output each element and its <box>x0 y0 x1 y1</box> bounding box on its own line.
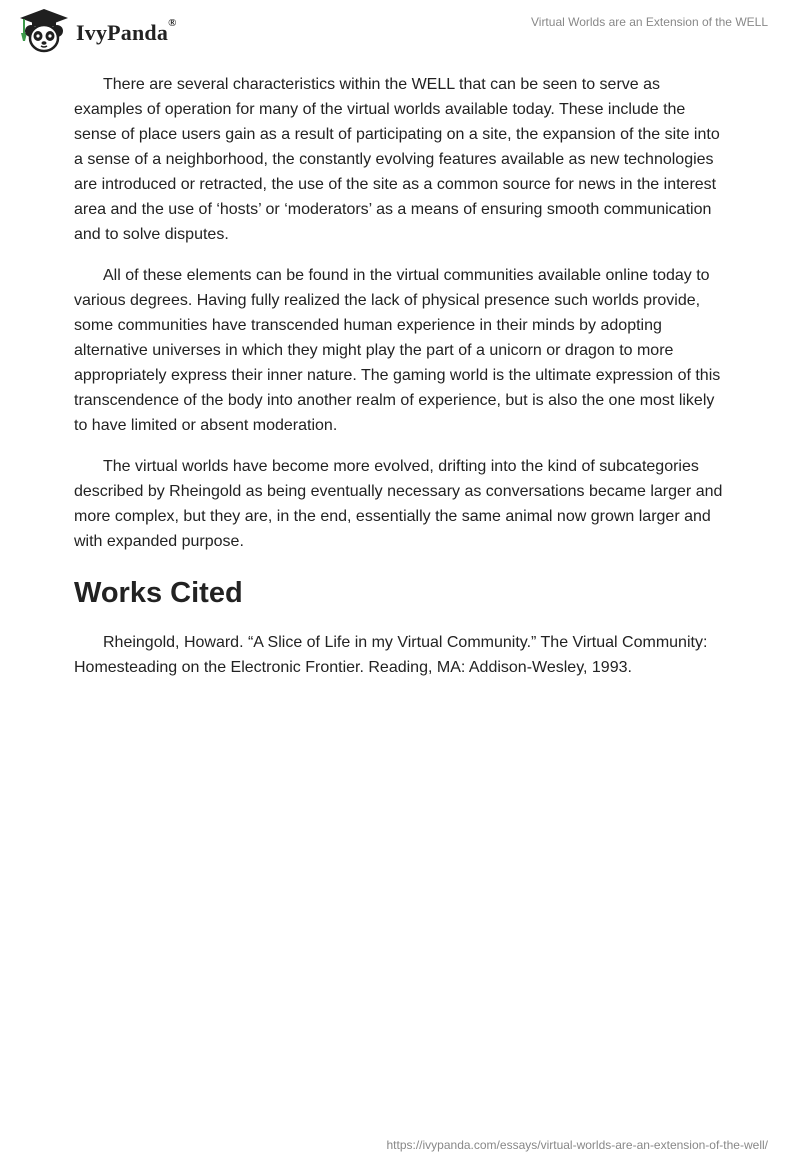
brand-text: IvyPanda <box>76 20 169 45</box>
panda-graduate-icon <box>14 7 74 55</box>
body-paragraph-3: The virtual worlds have become more evolved, drifting into the kind of subcategories described by Rheingold as being eventually necessary as conversations became larger and more complex, but they are, in the end, essentially the same animal now grown larger and with expanded purpose. <box>74 458 723 550</box>
essay-content <box>74 72 728 696</box>
page-header <box>0 0 800 60</box>
works-cited-heading: Works Cited <box>74 577 243 609</box>
body-paragraph-1: There are several characteristics within the WELL that can be seen to serve as examples of operation for many of the virtual worlds available today. These include the sense of place users gain as a result of participating on a site, the expansion of the site into a sense of a neighborhood, the constantly evolving features available as new technologies are introduced or retracted, the use of the site as a common source for news in the interest area and the use of ‘hosts’ or ‘moderators’ as a means of ensuring smooth communication and to solve disputes. <box>74 76 720 243</box>
document-title: Virtual Worlds are an Extension of the WELL <box>530 15 768 29</box>
registered-mark: ® <box>168 17 177 29</box>
brand-name <box>76 17 177 46</box>
body-paragraph-2: All of these elements can be found in the virtual communities available online today to various degrees. Having fully realized the lack of physical presence such worlds provide, some communities have transcended human experience in their minds by adopting alternative universes in which they might play the part of a unicorn or dragon to more appropriately express their inner nature. The gaming world is the ultimate expression of this transcendence of the body into another realm of experience, but is also the one most likely to have limited or absent moderation. <box>74 267 721 434</box>
citation-entry: Rheingold, Howard. “A Slice of Life in my Virtual Community.” The Virtual Community: Homesteading on the Electronic Frontier. Reading, MA: Addison-Wesley, 1993. <box>74 634 708 676</box>
ivypanda-logo[interactable] <box>14 7 177 55</box>
source-url-link[interactable]: https://ivypanda.com/essays/virtual-worlds-are-an-extension-of-the-well/ <box>386 1138 768 1152</box>
